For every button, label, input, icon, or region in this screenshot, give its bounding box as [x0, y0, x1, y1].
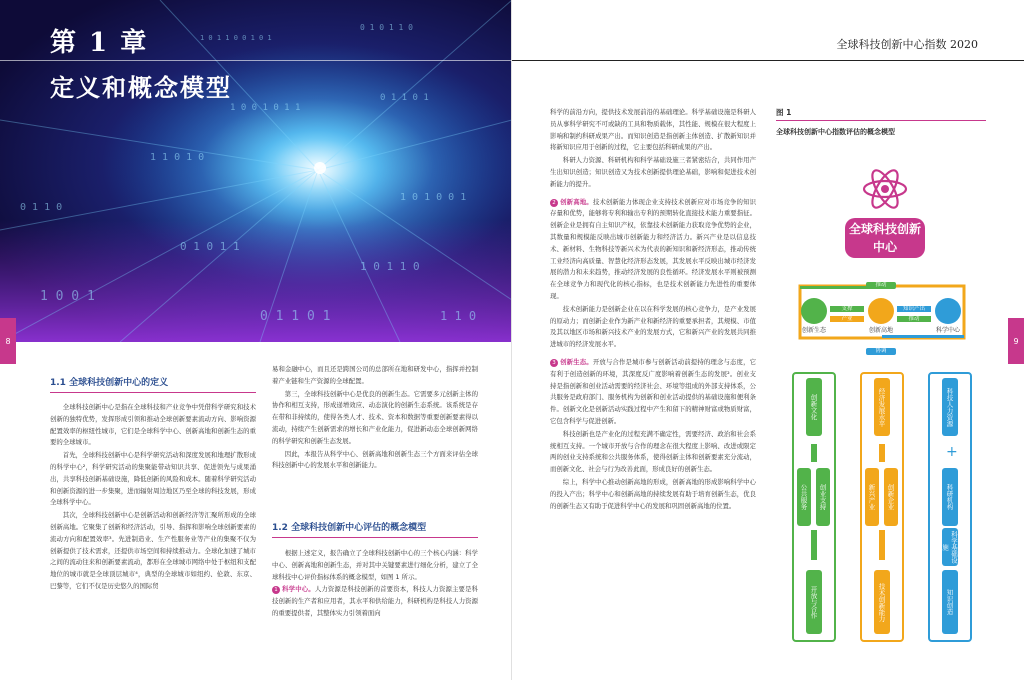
- paragraph: 根据上述定义，报告确立了全球科技创新中心的三个核心内涵：科学中心、创新高地和创新生态，并对其中关键要素进行细化分析，建立了全球科技中心评价指标体系的概念模型，如图 1 所示。: [272, 549, 478, 581]
- item-1-text: 人力资源是科技创新的首要资本，科技人力资源主要是科技创新的生产者和应用者，其水平和供给能力，科研机构是科技人力资源的重要提供者，其整体实力引领着面向: [272, 585, 479, 617]
- svg-text:1 0 1 0 0 1: 1 0 1 0 0 1: [400, 192, 467, 203]
- bar-high-1: 经济发展水平: [874, 378, 890, 436]
- header-rule: [512, 60, 1024, 61]
- link-right: 推动: [897, 316, 931, 322]
- svg-text:1 1 0 1 0: 1 1 0 1 0: [150, 152, 205, 163]
- svg-text:1 0 1 1 0: 1 0 1 1 0: [360, 260, 420, 273]
- plus-sign: +: [946, 444, 958, 460]
- chapter-number: 第 1 章: [50, 28, 149, 58]
- left-column-1: [50, 402, 256, 594]
- bar-eco-2: 公共服务: [797, 468, 811, 526]
- item-2-label: 创新高地。: [560, 197, 593, 206]
- svg-text:0 1 0 1 1: 0 1 0 1 1: [180, 240, 240, 253]
- page-number-tab-right: [1008, 318, 1024, 364]
- paragraph-item-3: [550, 357, 756, 428]
- node-label-eco: 创新生态: [801, 327, 826, 334]
- paragraph: 易和金融中心，而且还是跨国公司的总部所在地和研发中心，指挥并控制着产业链和生产资源的全球配置。: [272, 365, 478, 385]
- left-column-2-lower: [272, 548, 478, 621]
- bar-eco-1: 创新文化: [806, 378, 822, 436]
- paragraph: 科技创新也是产业化的过程充满不确定性，需要经济、政治和社会系统相互支持。一个城市开放与合作的理念在很大程度上影响、改进或限定两的创业支持系统和公共服务体系，使得创新主体和创新要素充分流动，而创新文化、社会与行为改善此面，形成良好的创新生态。: [550, 429, 756, 474]
- link-left: 支撑: [830, 306, 864, 312]
- item-3-label: 创新生态。: [560, 357, 593, 366]
- paragraph: 综上，科学中心推动创新高地的形成，创新高地的形成影响科学中心的投入产出；科学中心和创新高地的持续发展有助于培育创新生态，优良的创新生态又有助于促进科学中心的发展和巩固创新高地的位置。: [550, 477, 756, 510]
- svg-text:1 0 1 1 0 0 1 0 1: 1 0 1 1 0 0 1 0 1: [200, 34, 272, 42]
- node-label-high: 创新高地: [868, 327, 893, 334]
- item-1-label: 科学中心。: [282, 585, 315, 594]
- bar-sci-3: 科学基础设施: [942, 528, 958, 566]
- bar-high-2: 新兴产业: [865, 468, 879, 526]
- section-rule-1-1: [50, 392, 256, 393]
- item-3-text: 开放与合作是城市参与创新活动前提持的理念与态度，它有利于创造创新的环境，其深度反广度影响着创新生态的发展²。创业支持是指创新和创业活动需要的经济社会、环境等组成的外部支持体系，公共服务是政府部门、服务机构为创新和创业活动提供的基础设施和便利条件。创新文化是创新活动实践过程中产生和留下的精神财富或物质财富，它包含科学与促进创新。: [550, 357, 757, 425]
- paragraph: 全球科技创新中心是指在全球科技和产业竞争中凭借科学研究和技术创新的独特优势，发挥形成引领和推动全球创新要素流动方向、影响资源配置效率的枢纽性城市，它们是全球科学中心、创新高地和创新生态的重要的全球城市。: [50, 403, 256, 447]
- concept-model-diagram: [776, 150, 986, 670]
- bar-eco-3: 创业支持: [816, 468, 830, 526]
- item-2-text: 技术创新能力体现企业支持技术创新应对市场竞争的知识存量和优势，能够将专利和输出专利的预期转化直接技术能力重要指征。创新企业是拥有自主知识产权，依靠技术创新能力获取竞争优势的企业，其数量和规模能反映出城市创新能力和经济活力。新兴产业是以信息技术、新材料、生物科技等新兴术为代表的新知识和新经济形态，推动传统工业经济向高质量、智慧化经济形态发展，其发展水平反映出城市经济发展的潜力和未来趋势，推动经济发展的良性循环。经济发展水平则被预测在全球竞争力和现代化的核心指标，也是技术创新能力先进性的重要体现。: [550, 197, 757, 300]
- svg-text:1 0 0 1: 1 0 0 1: [40, 289, 95, 304]
- left-column-2: [272, 364, 478, 473]
- bar-eco-4: 开放与合作: [806, 570, 822, 634]
- connector-arrows: [776, 440, 986, 580]
- svg-text:0 1 1 0: 0 1 1 0: [20, 202, 63, 213]
- bar-high-4: 技术创新能力: [874, 570, 890, 634]
- paragraph: 首先，全球科技创新中心是科学研究活动和深度发展和地理扩散形成的科学中心²，科学研究活动的集聚能带动知识共享、促进领先与成果涌出，共享科技创新基础设施，降低创新的风险和成本。随着科学研究活动和创新资源的进一步集聚，进而辐射周边地区乃至全球的科技发展，形成全球科学中心。: [50, 451, 256, 507]
- link-mid1: 产业: [830, 316, 864, 322]
- section-heading-1-1: 1.1 全球科技创新中心的定义: [50, 378, 169, 388]
- atom-icon: [861, 168, 909, 210]
- chapter-divider: [0, 60, 512, 61]
- bar-sci-2: 科研机构: [942, 468, 958, 526]
- number-badge-3: 3: [550, 359, 558, 367]
- running-header: 全球科技创新中心指数 2020: [836, 38, 978, 51]
- paragraph: 科研人力资源、科研机构和科学基础设施三者紧密结合，共同作用产生出知识创造；知识创造又为技术创新提供理论基础，影响和促进技术创新能力的提升。: [550, 156, 756, 188]
- svg-text:0 1 1 0 1: 0 1 1 0 1: [260, 309, 331, 324]
- figure-title-rule: [776, 120, 986, 121]
- bar-sci-4: 知识创造: [942, 570, 958, 634]
- paragraph: 技术创新能力是创新企业在以在科学发展的核心竞争力，是产业发展的原动力；而创新企业作为新产业和新经济的重要承担者，其规模、市值及其以地区市场和新兴技术产业的发展方式，它和新兴产业的发展共同推进城市的经济发展水平。: [550, 304, 756, 349]
- paragraph: 科学的前沿方向，提供技术发展前沿的基础理论。科学基础设施是科研人员从事科学研究不可或缺的工具和物质载体，其性能、规模在很大程度上影响和制约科研成果产出。而知识创造是指创新主体创造、扩散新知识并将新知识应用于创新的过程，它主要包括科研成果的产出。: [550, 108, 756, 152]
- link-mid2: 知识产出: [897, 306, 931, 312]
- figure-title: 全球科技创新中心指数评估的概念模型: [776, 128, 895, 136]
- page-number-tab-left: [0, 318, 16, 364]
- page-number-left: 8: [5, 336, 11, 346]
- hero-image: [0, 0, 512, 342]
- svg-text:0 1 1 0 1: 0 1 1 0 1: [380, 93, 429, 103]
- right-page: [512, 0, 1024, 680]
- svg-text:1 1 0: 1 1 0: [440, 309, 477, 323]
- cycle-diagram: [776, 278, 986, 358]
- section-heading-1-2: 1.2 全球科技创新中心评估的概念模型: [272, 523, 427, 533]
- paragraph: 第三，全球科技创新中心是优良的创新生态。它需要多元创新主体的协作和相互支持，形成递增效应、动态演化的创新生态系统。该系统是存在带和非持续的，使得各类人才、技术、资本和数据等重要创新要素得以流动，持续产生创新需求的增长和产业化能力，促进新动态全球创新网络的科学研究和创新生态发展。: [272, 389, 478, 445]
- figure-label: 图 1: [776, 108, 792, 117]
- chapter-title: 定义和概念模型: [50, 73, 232, 102]
- paragraph: 其次，全球科技创新中心是创新活动和创新经济等汇聚所形成的全球创新高地。它聚集了创新和经济活动，引导、指挥和影响全球创新要素的流动方向和配置效率³。先进制造业、生产性服务业等产业的集聚不仅为创新提供了技术需求，还提供市场空间和持续推动力。全球化加速了城市之间的流动往来和创新要素流动，都形在全球城市网络中处于枢纽和支配地位的城市就是全球顶层城市⁴，典型的全球城市如纽约、伦敦、东京、巴黎等，它们不仅是历史悠久的国际贸: [50, 511, 256, 590]
- bar-high-3: 创新企业: [884, 468, 898, 526]
- right-column-1: [550, 107, 756, 513]
- bar-sci-1: 科技人力资源: [942, 378, 958, 436]
- paragraph-item-1: [272, 584, 478, 619]
- svg-text:1 0 0 1 0 1 1: 1 0 0 1 0 1 1: [230, 103, 301, 113]
- number-badge-2: 2: [550, 199, 558, 207]
- paragraph-item-2: [550, 197, 756, 303]
- cycle-label-bottom: 协调: [866, 348, 896, 355]
- page-number-right: 9: [1013, 336, 1019, 346]
- number-badge-1: 1: [272, 586, 280, 594]
- hub-global-innovation-center: 全球科技创新中心: [845, 218, 925, 258]
- cycle-label-top: 推动: [866, 282, 896, 289]
- node-label-sci: 科学中心: [935, 327, 960, 334]
- section-rule-1-2: [272, 537, 478, 538]
- svg-text:0 1 0 1 1 0: 0 1 0 1 1 0: [360, 23, 413, 32]
- paragraph: 因此，本报告从科学中心、创新高地和创新生态三个方面来评估全球科技创新中心的发展水平和创新能力。: [272, 449, 478, 470]
